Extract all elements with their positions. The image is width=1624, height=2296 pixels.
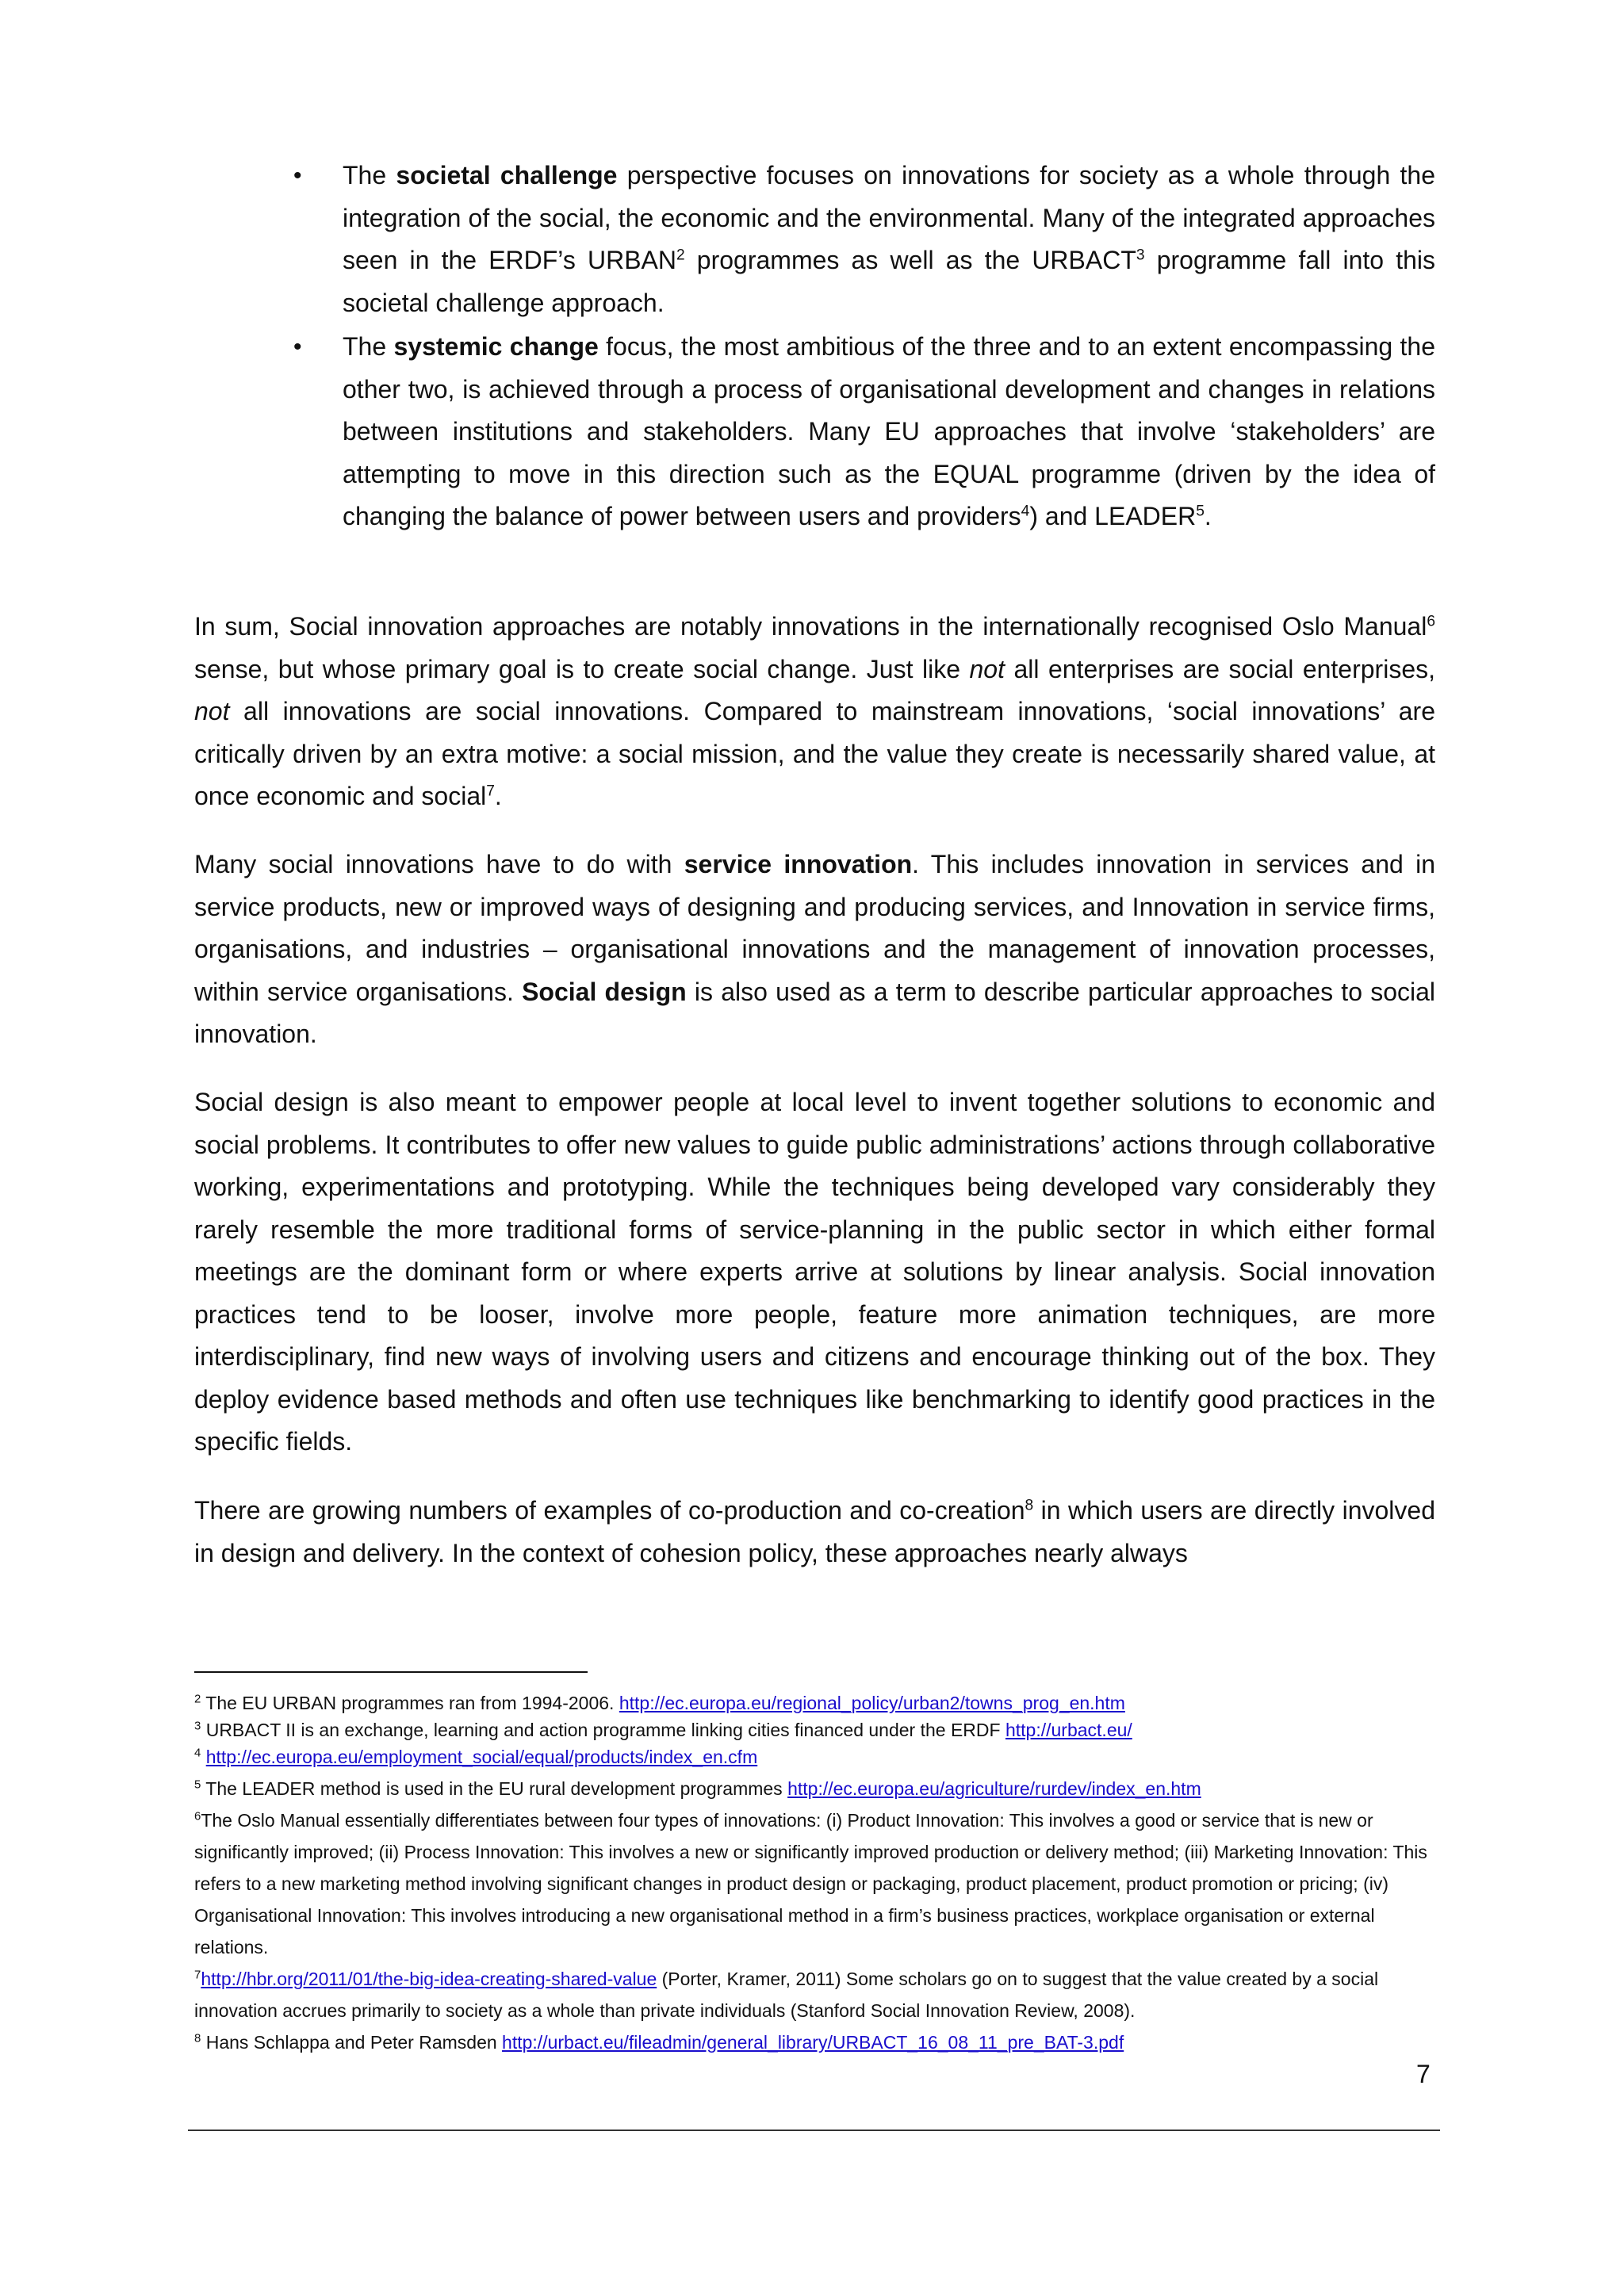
- bullet-item-societal-challenge: [293, 155, 1436, 324]
- text-run: .: [494, 782, 502, 810]
- footnote-ref: 2: [676, 247, 685, 264]
- text-run: Many social innovations have to do with: [194, 850, 684, 878]
- text-run: In sum, Social innovation approaches are notably innovations in the internationally recognised Oslo Manual: [194, 612, 1427, 641]
- bold-text: societal challenge: [396, 161, 618, 189]
- text-run: The: [343, 332, 394, 361]
- footnote-ref: 4: [194, 1746, 201, 1760]
- footnote-5: [194, 1773, 1435, 1804]
- footnote-4: [194, 1741, 1435, 1773]
- text-run: sense, but whose primary goal is to create social change. Just like: [194, 654, 970, 683]
- text-run: in which users are directly involved in design and delivery. In the context of cohesion policy, these approaches nearly always: [194, 1496, 1435, 1567]
- footnote-ref: 3: [194, 1719, 201, 1733]
- footnote-separator: [194, 1671, 588, 1673]
- text-run: .: [1204, 502, 1212, 530]
- bullet-item-systemic-change: [293, 326, 1436, 538]
- footnote-ref: 6: [194, 1809, 201, 1823]
- bullet-icon: •: [293, 334, 302, 360]
- text-run: Social design is also meant to empower people at local level to invent together solutions to economic and social problems. It contributes to offer new values to guide public administrations’ actions through collaborative working, experimentations and prototyping. While the techniques being developed vary considerably they rarely resemble the more traditional forms of service-planning in the public sector in which either formal meetings are the dominant form or where experts arrive at solutions by linear analysis. Social innovation practices tend to be looser, involve more people, feature more animation techniques, are more interdisciplinary, find new ways of involving users and citizens and encourage thinking out of the box. They deploy evidence based methods and often use techniques like benchmarking to identify good practices in the specific fields.: [194, 1088, 1435, 1456]
- italic-text: not: [969, 654, 1005, 683]
- text-run: programme fall into this societal challenge approach.: [343, 246, 1436, 317]
- footnote-ref: 4: [1021, 503, 1030, 520]
- text-run: (Porter, Kramer, 2011) Some scholars go on to suggest that the value created by a social innovation accrues primarily to society as a whole than private individuals (Stanford Social Innovation Review, 2008).: [194, 1969, 1379, 2021]
- hyperlink[interactable]: http://ec.europa.eu/employment_social/equal/products/index_en.cfm: [205, 1747, 758, 1767]
- italic-text: not: [194, 697, 230, 725]
- bold-text: Social design: [522, 977, 687, 1006]
- text-run: is also used as a term to describe particular approaches to social innovation.: [194, 977, 1436, 1048]
- footnote-ref: 3: [1136, 247, 1145, 264]
- bold-text: service innovation: [684, 850, 913, 878]
- footnote-ref: 7: [486, 783, 495, 800]
- paragraph-social-design: [194, 1081, 1435, 1464]
- hyperlink[interactable]: http://hbr.org/2011/01/the-big-idea-creating-shared-value: [201, 1969, 657, 1989]
- footnote-ref: 7: [194, 1968, 201, 1982]
- footnote-ref: 8: [1025, 1497, 1034, 1514]
- footnote-ref: 8: [194, 2031, 201, 2045]
- hyperlink[interactable]: http://ec.europa.eu/agriculture/rurdev/index_en.htm: [787, 1778, 1201, 1799]
- footnote-ref: 5: [1196, 503, 1205, 520]
- footer-rule: [188, 2130, 1440, 2131]
- paragraph-service-innovation: [194, 844, 1435, 1056]
- footnote-6: [194, 1804, 1435, 1963]
- bullet-icon: •: [293, 163, 302, 189]
- paragraph-in-sum: [194, 606, 1435, 818]
- text-run: ) and LEADER: [1029, 502, 1197, 530]
- footnote-7: [194, 1963, 1435, 2026]
- text-run: focus, the most ambitious of the three and to an extent encompassing the other two, is achieved through a process of organisational development and changes in relations between institutions and stakeholders. Many EU approaches that involve ‘stakeholders’ are attempting to move in this direction such as the EQUAL programme (driven by the idea of changing the balance of power between users and providers: [343, 332, 1436, 530]
- footnote-ref: 2: [194, 1692, 201, 1706]
- footnote-ref: 6: [1427, 613, 1435, 630]
- text-run: Hans Schlappa and Peter Ramsden: [201, 2032, 503, 2053]
- paragraph-co-production: [194, 1490, 1435, 1575]
- hyperlink[interactable]: http://urbact.eu/: [1005, 1720, 1132, 1740]
- page-number: 7: [1416, 2060, 1431, 2088]
- footnote-ref: 5: [194, 1777, 201, 1792]
- footnotes: [194, 1687, 1435, 2058]
- text-run: The LEADER method is used in the EU rural development programmes: [201, 1778, 788, 1799]
- text-run: The: [343, 161, 396, 189]
- footnote-8: [194, 2026, 1435, 2058]
- text-run: . This includes innovation in services and in service products, new or improved ways of designing and producing services, and Innovation in service firms, organisations, and industries – organisational innovations and the management of innovation processes, within service organisations.: [194, 850, 1436, 1006]
- hyperlink[interactable]: http://urbact.eu/fileadmin/general_library/URBACT_16_08_11_pre_BAT-3.pdf: [502, 2032, 1124, 2053]
- text-run: all innovations are social innovations. Compared to mainstream innovations, ‘social innovations’ are critically driven by an extra motive: a social mission, and the value they create is necessarily shared value, at once economic and social: [194, 697, 1435, 810]
- text-run: URBACT II is an exchange, learning and action programme linking cities financed under the ERDF: [201, 1720, 1005, 1740]
- text-run: programmes as well as the URBACT: [684, 246, 1136, 274]
- text-run: The Oslo Manual essentially differentiates between four types of innovations: (i) Product Innovation: This involves a good or service that is new or significantly improved; (ii) Process Innovation: This involves a new or significantly improved production or delivery method; (iii) Marketing Innovation: This refers to a new marketing method involving significant changes in product design or packaging, product placement, product promotion or pricing; (iv) Organisational Innovation: This involves introducing a new organisational method in a firm’s business practices, workplace organisation or external relations.: [194, 1810, 1427, 1957]
- text-run: perspective focuses on innovations for society as a whole through the integration of the social, the economic and the environmental. Many of the integrated approaches seen in the ERDF’s URBAN: [343, 161, 1436, 274]
- hyperlink[interactable]: http://ec.europa.eu/regional_policy/urban2/towns_prog_en.htm: [619, 1693, 1125, 1713]
- bold-text: systemic change: [393, 332, 599, 361]
- text-run: all enterprises are social enterprises,: [1004, 654, 1436, 683]
- text-run: The EU URBAN programmes ran from 1994-2006.: [201, 1693, 619, 1713]
- text-run: There are growing numbers of examples of co-production and co-creation: [194, 1496, 1025, 1525]
